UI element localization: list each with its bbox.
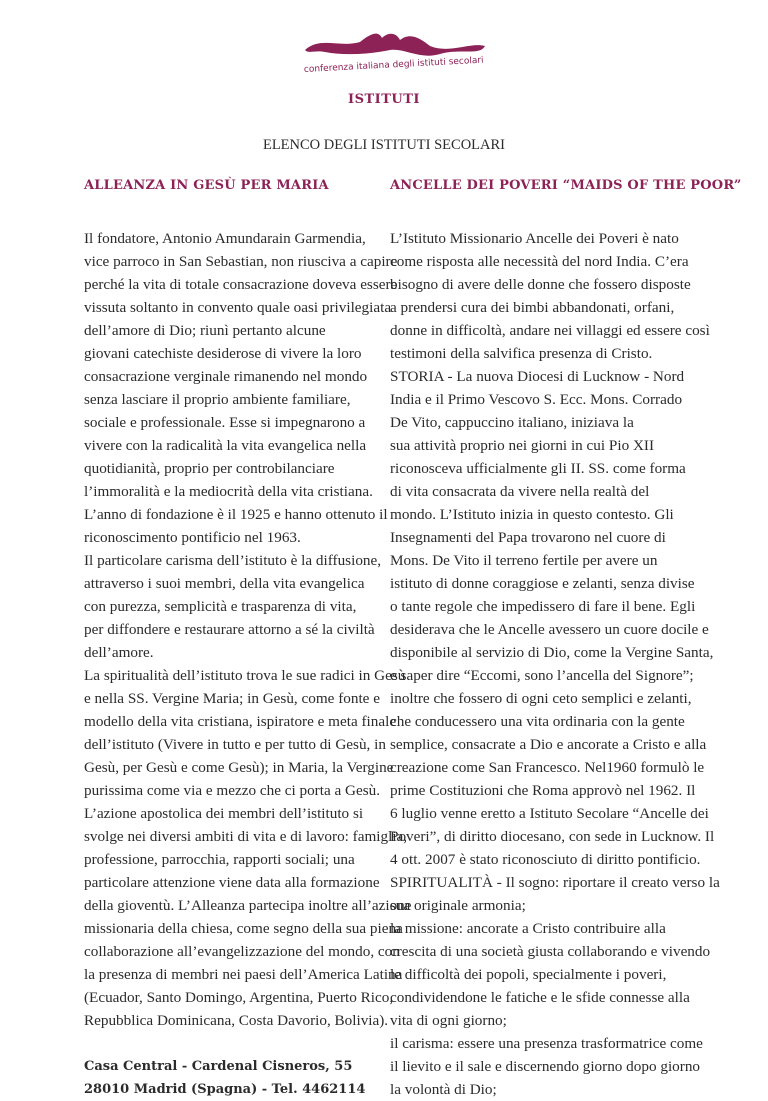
text-line: De Vito, cappuccino italiano, iniziava la (390, 414, 634, 431)
text-line: Insegnamenti del Papa trovarono nel cuore di (390, 529, 666, 546)
svg-text:conferenza italiana degli isti: conferenza italiana degli istituti secolari (303, 55, 484, 75)
text-line: o tante regole che impedissero di fare il bene. Egli (390, 598, 696, 615)
page-subtitle: ELENCO DEGLI ISTITUTI SECOLARI (262, 137, 506, 153)
text-line: istituto di donne coraggiose e zelanti, senza divise (390, 575, 695, 592)
text-line: quotidianità, proprio per controbilanciare (84, 460, 335, 477)
address (84, 1055, 404, 1101)
text-line: 4 ott. 2007 è stato riconosciuto di diritto pontificio. (390, 851, 701, 868)
text-line: il lievito e il sale e discernendo giorno dopo giorno (390, 1058, 701, 1075)
text-line: riconoscimento pontificio nel 1963. (84, 529, 301, 546)
page-title: ISTITUTI (348, 92, 420, 107)
text-line: senza lasciare il proprio ambiente familiare, (84, 391, 351, 408)
text-line: e saper dire “Eccomi, sono l’ancella del Signore”; (390, 667, 694, 684)
text-line: vissuta soltanto in convento quale oasi privilegiata (84, 299, 392, 316)
text-line: dell’istituto (Vivere in tutto e per tutto di Gesù, in (84, 736, 386, 753)
text-line: dell’amore di Dio; riunì pertanto alcune (84, 322, 326, 339)
text-line: Mons. De Vito il terreno fertile per avere un (390, 552, 658, 569)
text-line: attraverso i suoi membri, della vita evangelica (84, 575, 365, 592)
text-line: testimoni della salvifica presenza di Cristo. (390, 345, 653, 362)
text-line: le difficoltà dei popoli, specialmente i poveri, (390, 966, 667, 983)
text-line: (Ecuador, Santo Domingo, Argentina, Puerto Rico, (84, 989, 394, 1006)
text-line: desiderava che le Ancelle avessero un cuore docile e (390, 621, 709, 638)
text-line: che conducessero una vita ordinaria con la gente (390, 713, 685, 730)
text-line: L’Istituto Missionario Ancelle dei Poveri è nato (390, 230, 679, 247)
text-line: 6 luglio venne eretto a Istituto Secolare “Ancelle dei (390, 805, 709, 822)
text-line: modello della vita cristiana, ispiratore e meta finale (84, 713, 397, 730)
text-line: SPIRITUALITÀ - Il sogno: riportare il creato verso la (390, 874, 720, 891)
address-line: Casa Central - Cardenal Cisneros, 55 (84, 1059, 353, 1074)
text-line: a prendersi cura dei bimbi abbandonati, orfani, (390, 299, 675, 316)
text-line: crescita di una società giusta collaborando e vivendo (390, 943, 711, 960)
text-line: mondo. L’Istituto inizia in questo contesto. Gli (390, 506, 674, 523)
text-line: Gesù, per Gesù e come Gesù); in Maria, la Vergine (84, 759, 394, 776)
text-line: purissima come via e mezzo che ci porta a Gesù. (84, 782, 381, 799)
text-line: Il particolare carisma dell’istituto è la diffusione, (84, 552, 382, 569)
text-line: La spiritualità dell’istituto trova le sue radici in Gesù (84, 667, 406, 684)
text-line: donne in difficoltà, andare nei villaggi ed essere così (390, 322, 710, 339)
text-line: Poveri”, di diritto diocesano, con sede in Lucknow. Il (390, 828, 715, 845)
text-line: vivere con la radicalità la vita evangelica nella (84, 437, 367, 454)
text-line: India e il Primo Vescovo S. Ecc. Mons. Corrado (390, 391, 683, 408)
text-line: come risposta alle necessità del nord India. C’era (390, 253, 689, 270)
logo-swash-icon (300, 28, 490, 78)
text-line: della gioventù. L’Alleanza partecipa inoltre all’azione (84, 897, 412, 914)
right-column (390, 177, 742, 1101)
text-line: la presenza di membri nei paesi dell’America Latina (84, 966, 403, 983)
text-line: professione, parrocchia, rapporti sociali; una (84, 851, 355, 868)
text-line: vita di ogni giorno; (390, 1012, 507, 1029)
text-line: sociale e professionale. Esse si impegnarono a (84, 414, 366, 431)
text-line: L’azione apostolica dei membri dell’istituto si (84, 805, 364, 822)
text-line: e nella SS. Vergine Maria; in Gesù, come fonte e (84, 690, 380, 707)
text-line: perché la vita di totale consacrazione doveva essere (84, 276, 398, 293)
section-heading: ALLEANZA IN GESÙ PER MARIA (84, 178, 329, 193)
text-line: la missione: ancorate a Cristo contribuire alla (390, 920, 666, 937)
text-line: L’anno di fondazione è il 1925 e hanno ottenuto il (84, 506, 388, 523)
text-line: prime Costituzioni che Roma approvò nel 1962. Il (390, 782, 696, 799)
text-line: collaborazione all’evangelizzazione del mondo, con (84, 943, 400, 960)
text-line: semplice, consacrate a Dio e ancorate a Cristo e alla (390, 736, 707, 753)
text-line: consacrazione verginale rimanendo nel mondo (84, 368, 368, 385)
text-line: creazione come San Francesco. Nel1960 formulò le (390, 759, 705, 776)
text-line: sua attività proprio nei giorni in cui Pio XII (390, 437, 655, 454)
logo (300, 28, 490, 78)
text-line: svolge nei diversi ambiti di vita e di lavoro: famiglia, (84, 828, 408, 845)
text-line: vice parroco in San Sebastian, non riusciva a capire (84, 253, 398, 270)
text-line: STORIA - La nuova Diocesi di Lucknow - Nord (390, 368, 685, 385)
text-line: riconosceva ufficialmente gli II. SS. come forma (390, 460, 686, 477)
address-line: 28010 Madrid (Spagna) - Tel. 4462114 (84, 1082, 366, 1097)
text-line: per diffondere e restaurare attorno a sé la civiltà (84, 621, 375, 638)
text-line: disponibile al servizio di Dio, come la Vergine Santa, (390, 644, 714, 661)
text-line: inoltre che fossero di ogni ceto semplici e zelanti, (390, 690, 692, 707)
text-line: la volontà di Dio; (390, 1081, 497, 1098)
text-line: il carisma: essere una presenza trasformatrice come (390, 1035, 703, 1052)
text-line: di vita consacrata da vivere nella realtà del (390, 483, 650, 500)
text-line: l’immoralità e la mediocrità della vita cristiana. (84, 483, 373, 500)
text-line: Repubblica Dominicana, Costa Davorio, Bolivia). (84, 1012, 389, 1029)
text-line: Il fondatore, Antonio Amundarain Garmendia, (84, 230, 366, 247)
text-line: bisogno di avere delle donne che fossero disposte (390, 276, 691, 293)
text-line: con purezza, semplicità e trasparenza di vita, (84, 598, 357, 615)
text-line: particolare attenzione viene data alla formazione (84, 874, 380, 891)
text-line: giovani catechiste desiderose di vivere la loro (84, 345, 362, 362)
section-heading: ANCELLE DEI POVERI “MAIDS OF THE POOR” (390, 178, 742, 193)
text-line: missionaria della chiesa, come segno della sua piena (84, 920, 403, 937)
left-column (84, 177, 412, 1101)
text-line: dell’amore. (84, 644, 154, 661)
section-body (390, 227, 720, 1101)
text-line: condividendone le fatiche e le sfide connesse alla (390, 989, 690, 1006)
text-line: sua originale armonia; (390, 897, 526, 914)
section-body (84, 227, 412, 1032)
